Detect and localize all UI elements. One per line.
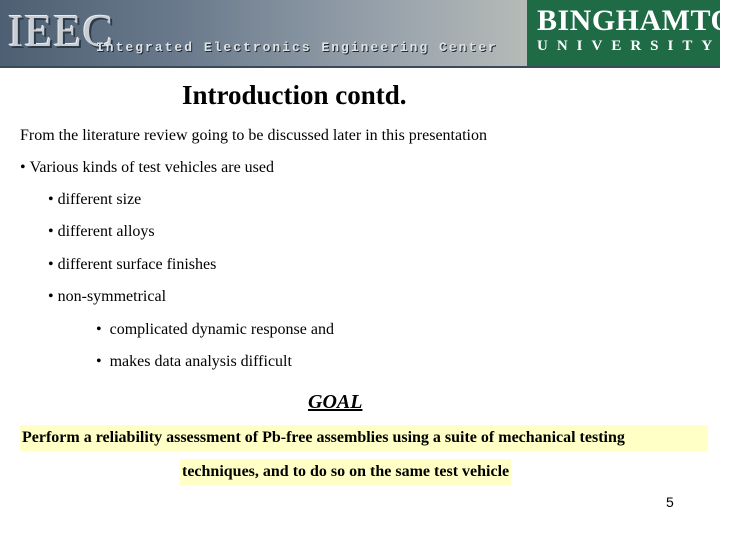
sub-sub-bullet-text: complicated dynamic response and: [109, 321, 334, 338]
ieec-subtitle: Integrated Electronics Engineering Center: [96, 40, 498, 55]
binghamton-university: UNIVERSITY: [537, 38, 722, 54]
sub-bullet-item: [48, 255, 216, 275]
bullet-text: Various kinds of test vehicles are used: [29, 159, 274, 176]
header-banner: [0, 0, 756, 68]
bullet-icon: •: [96, 353, 102, 370]
sub-bullet-item: [48, 287, 166, 307]
intro-text: From the literature review going to be discussed later in this presentation: [20, 127, 487, 144]
goal-text-line-1: Perform a reliability assessment of Pb-free assemblies using a suite of mechanical testing: [20, 425, 708, 451]
bullet-item: [20, 158, 274, 178]
bullet-icon: •: [48, 256, 54, 273]
sub-sub-bullet-item: [96, 352, 292, 372]
sub-bullet-item: [48, 190, 141, 210]
bullet-icon: •: [48, 288, 54, 305]
binghamton-name: BINGHAMTON: [537, 4, 756, 37]
goal-text-line-2: techniques, and to do so on the same test vehicle: [180, 459, 511, 485]
sub-bullet-text: different size: [57, 191, 142, 208]
ieec-logo: IEEC: [8, 5, 115, 56]
sub-bullet-text: different surface finishes: [57, 256, 217, 273]
page-number: 5: [666, 494, 674, 510]
bullet-icon: •: [96, 321, 102, 338]
sub-bullet-item: [48, 222, 155, 242]
sub-bullet-text: non-symmetrical: [57, 288, 167, 305]
bullet-icon: •: [48, 223, 54, 240]
goal-heading: GOAL: [308, 391, 363, 413]
slide-title: Introduction contd.: [182, 80, 407, 110]
bullet-icon: •: [48, 191, 54, 208]
sub-sub-bullet-text: makes data analysis difficult: [109, 353, 292, 370]
header-divider: [0, 66, 720, 68]
bullet-icon: •: [20, 159, 26, 176]
binghamton-logo: [527, 0, 756, 66]
sub-bullet-text: different alloys: [57, 223, 155, 240]
sub-sub-bullet-item: [96, 320, 334, 340]
